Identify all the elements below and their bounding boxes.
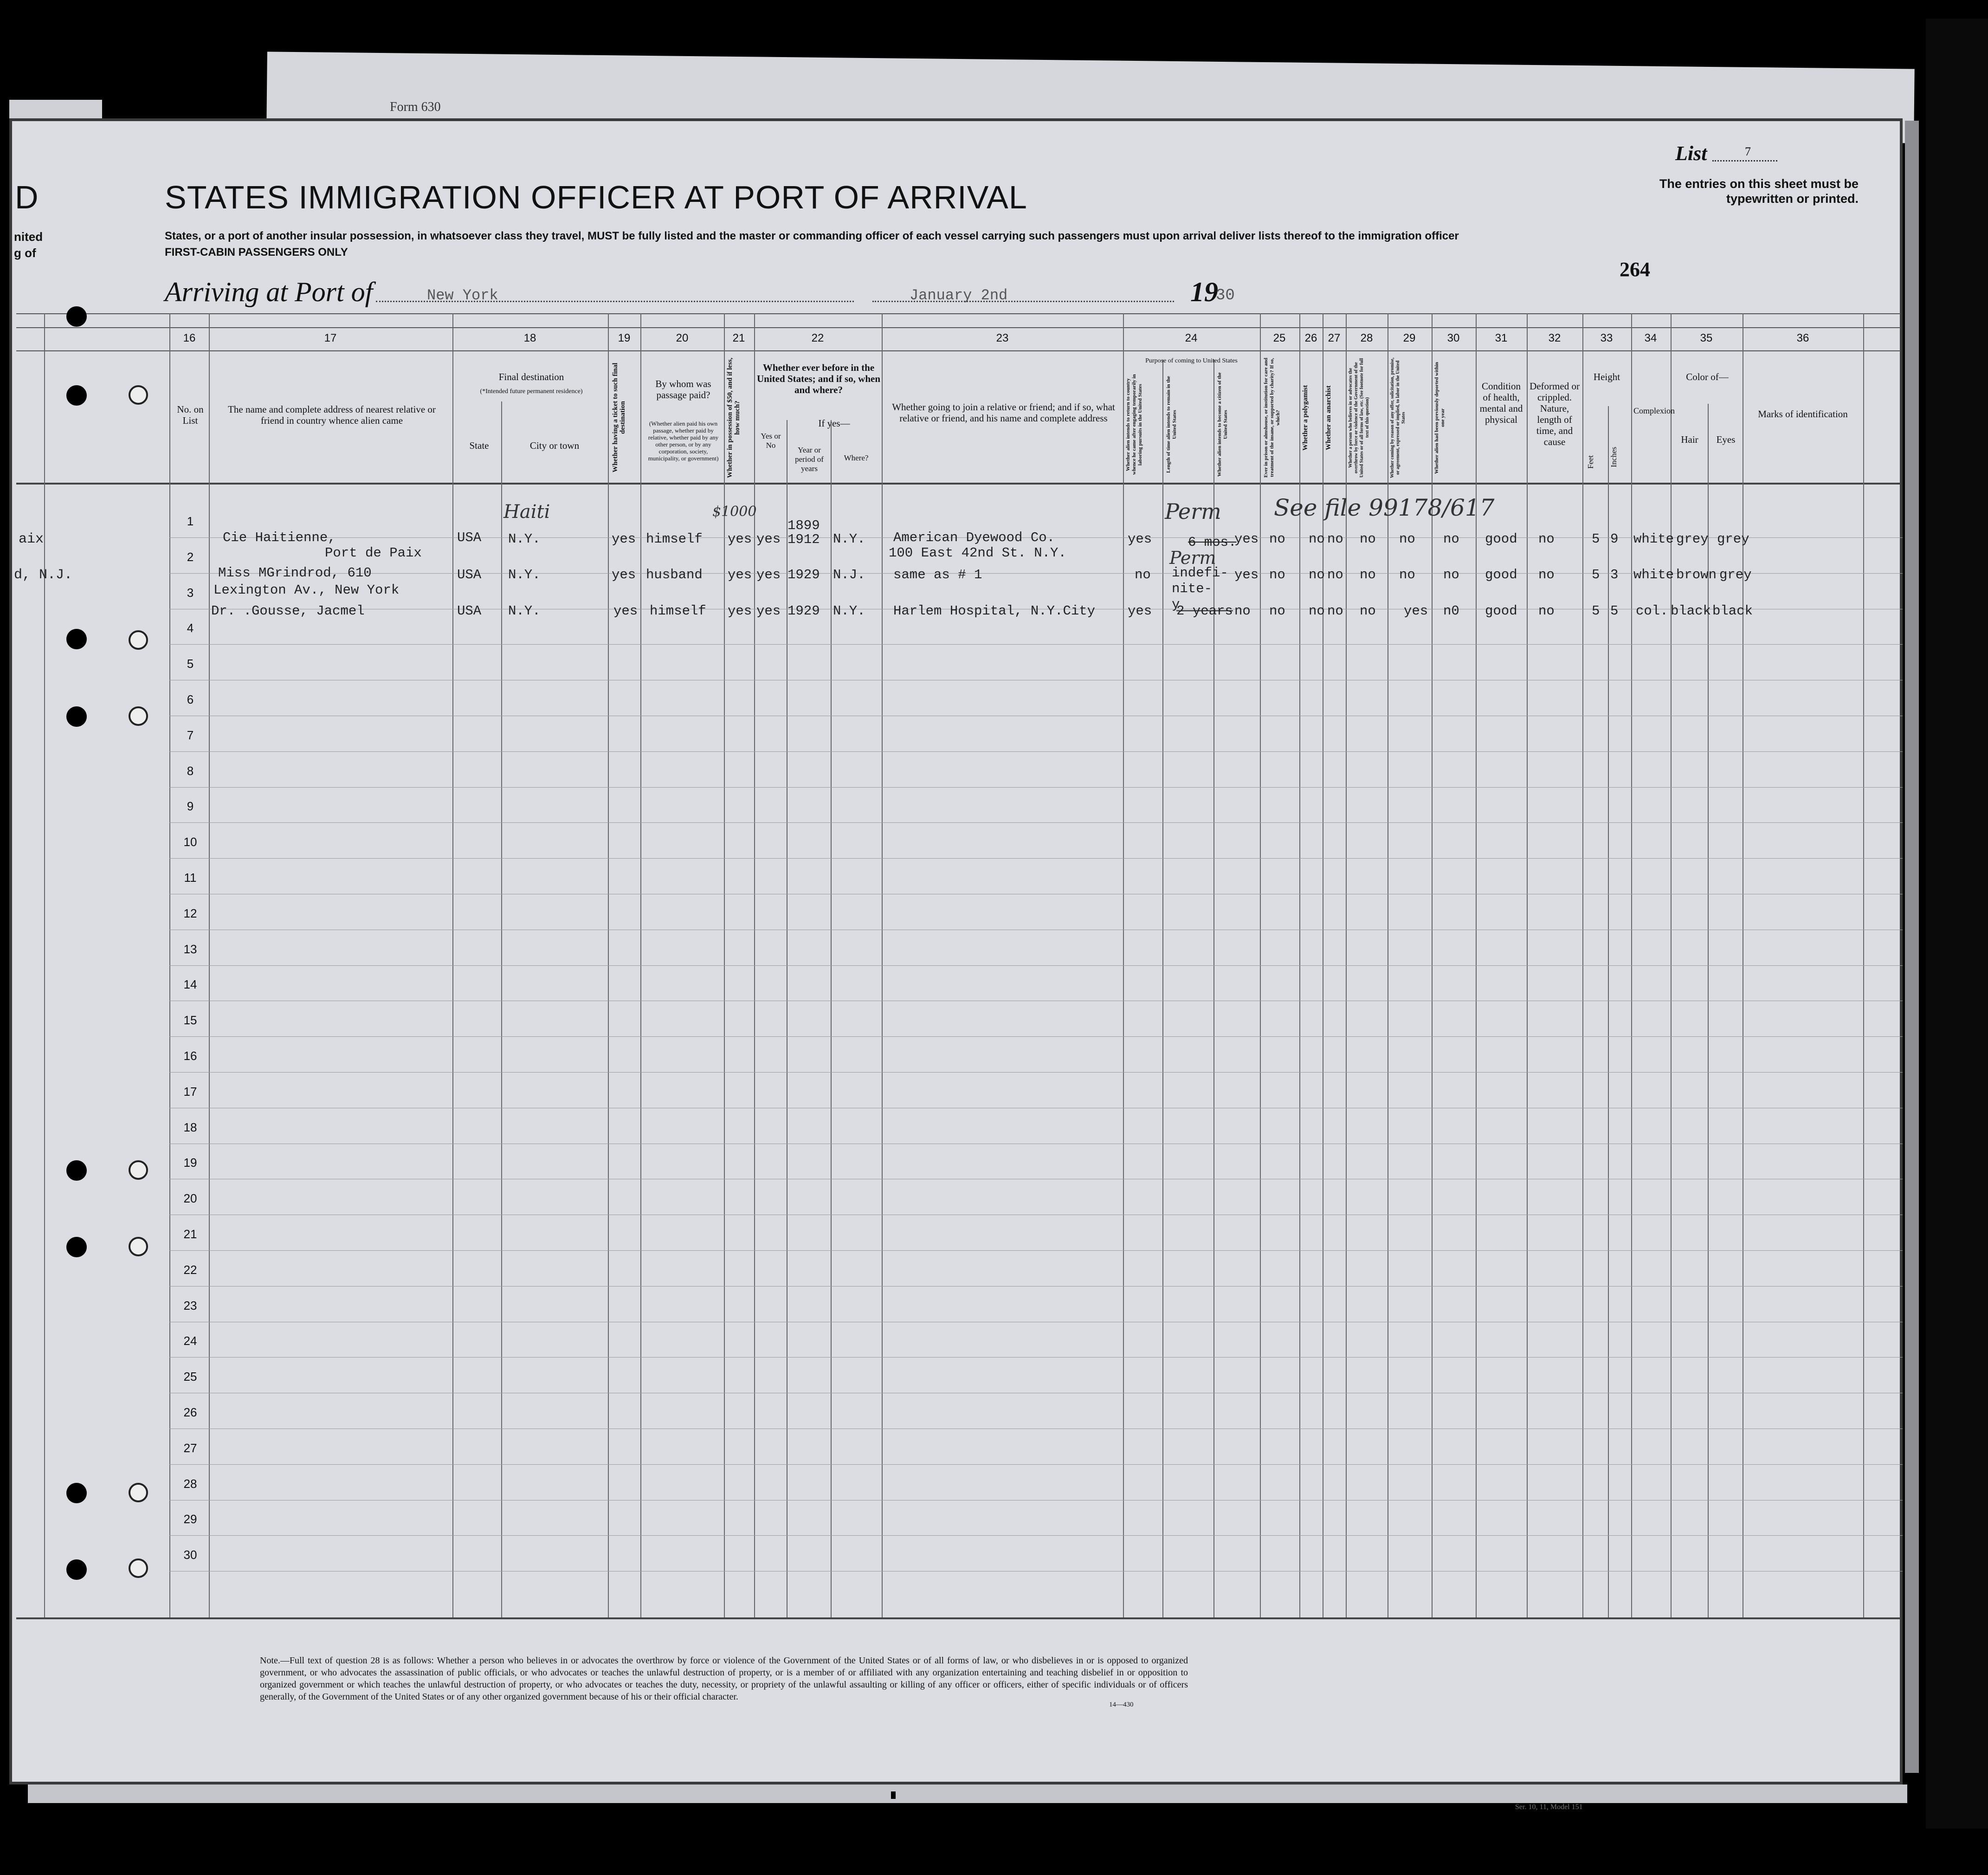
header-inches: Inches (1609, 446, 1618, 468)
punch-hole (66, 1559, 87, 1580)
row1-ticket: yes (612, 531, 636, 547)
col-number: 16 (183, 332, 196, 344)
row-rule (169, 1286, 1903, 1287)
col-number: 36 (1796, 332, 1809, 344)
row-rule (169, 1357, 1903, 1358)
row2-relative: Miss MGrindrod, 610 (218, 565, 372, 581)
col-number: 20 (676, 332, 689, 344)
row2-polygamist: no (1309, 567, 1325, 582)
row-rule (169, 787, 1903, 788)
row2-state: USA (457, 567, 482, 582)
row-number: 5 (187, 657, 194, 671)
page-bottom-strip (28, 1784, 1907, 1803)
row2-join: same as # 1 (893, 567, 982, 582)
header-hair: Hair (1681, 434, 1698, 445)
row-number: 1 (187, 514, 194, 528)
row2-eyes: grey (1719, 567, 1752, 582)
row1-year: 1899 1912 (787, 518, 820, 547)
header-money: Whether in possession of $50, and if less, how much? (726, 357, 741, 478)
row3-join: Harlem Hospital, N.Y.City (893, 603, 1096, 619)
row1-relative-line2: Port de Paix (325, 545, 422, 561)
row-number: 6 (187, 692, 194, 706)
header-state: State (469, 440, 489, 451)
row3-state: USA (457, 603, 482, 619)
footnote-code: 14—430 (1109, 1701, 1134, 1708)
header-purpose-return: Whether alien intends to return to country whence he came after engaging temporarily in laboring pursuits in the United States (1125, 374, 1143, 475)
year-prefix: 19 (1190, 277, 1218, 307)
header-purpose-citizen: Whether alien intends to become a citizen of the United States (1217, 372, 1228, 477)
header-by-whom-note: (Whether alien paid his own passage, whether paid by relative, whether paid by any other person, or by any corporation, society, municipality, or government) (648, 420, 719, 462)
row3-q28: no (1360, 603, 1376, 619)
header-prison: Ever in prison or almshouse, or institution for care and treatment of the insane, or supported by charity? If so, which? (1263, 357, 1281, 478)
ink-mark (891, 1791, 896, 1799)
row-rule (169, 1535, 1903, 1536)
col-number: 33 (1600, 332, 1613, 344)
row2-inches: 3 (1610, 567, 1619, 582)
left-fragment: nited (14, 230, 43, 244)
punch-hole (66, 706, 87, 727)
row1-return: yes (1128, 531, 1152, 547)
header-complexion: Complexion (1633, 406, 1675, 415)
row1-relative: Cie Haitienne, (223, 530, 336, 545)
row2-return: no (1135, 567, 1151, 582)
punch-hole-ring (129, 385, 148, 405)
col-number: 29 (1403, 332, 1416, 344)
list-label: List (1675, 142, 1707, 165)
rule (16, 1617, 1900, 1619)
header-ticket: Whether having a ticket to such final destination (612, 362, 626, 473)
col-number: 35 (1700, 332, 1713, 344)
row1-where: N.Y. (833, 531, 865, 547)
row-number: 4 (187, 621, 194, 635)
row3-complexion: col. (1636, 603, 1668, 619)
col-number: 27 (1328, 332, 1341, 344)
page-title: STATES IMMIGRATION OFFICER AT PORT OF ARRIVAL (165, 179, 1027, 215)
row2-complexion: white (1633, 567, 1674, 582)
row1-hair: grey (1676, 531, 1709, 547)
row-number: 7 (187, 728, 194, 742)
row2-relative-line2: Lexington Av., New York (213, 582, 400, 598)
page-edge-strip (1905, 121, 1919, 1773)
row-number: 24 (183, 1334, 197, 1348)
passenger-class: FIRST-CABIN PASSENGERS ONLY (165, 246, 348, 259)
punch-hole (66, 1483, 87, 1503)
row-rule (169, 751, 1903, 752)
row-number: 30 (183, 1548, 197, 1562)
manifest-page (9, 118, 1903, 1784)
row3-q30: n0 (1443, 603, 1459, 619)
bottom-code: Ser. 10, 11, Model 151 (1515, 1803, 1583, 1811)
row2-citizen: yes (1234, 567, 1259, 582)
left-fragment: g of (14, 246, 36, 260)
row-number: 22 (183, 1262, 197, 1277)
rule (16, 313, 1900, 314)
row1-length: 6 mos. (1188, 535, 1237, 550)
row-number: 26 (183, 1405, 197, 1419)
header-final-destination-note: (*Intended future permanent residence) (480, 388, 583, 395)
col-line (501, 401, 502, 1617)
row-number: 12 (183, 906, 197, 920)
rule (16, 327, 1900, 328)
header-eyes: Eyes (1716, 434, 1736, 445)
row3-year: 1929 (787, 603, 820, 619)
row3-prison: no (1269, 603, 1285, 619)
row1-city: N.Y. (508, 531, 541, 547)
arriving-label: Arriving at Port of (165, 277, 373, 307)
col-line (831, 420, 832, 1617)
row1-eyes: grey (1717, 531, 1749, 547)
col-line (1708, 404, 1709, 1617)
row-number: 17 (183, 1084, 197, 1099)
row1-q29: no (1399, 531, 1415, 547)
col-number: 21 (732, 332, 745, 344)
row-rule (169, 1072, 1903, 1073)
row3-polygamist: no (1309, 603, 1325, 619)
row2-city: N.Y. (508, 567, 541, 582)
header-before-in-us: Whether ever before in the United States; and if so, when and where? (756, 362, 881, 395)
row1-join-line2: 100 East 42nd St. N.Y. (889, 545, 1066, 561)
punch-hole-ring (129, 1237, 148, 1256)
row3-citizen: no (1234, 603, 1251, 619)
row2-where: N.J. (833, 567, 865, 582)
row1-health: good (1485, 531, 1517, 547)
row3-length: 2 years (1176, 603, 1233, 619)
row-number: 3 (187, 585, 194, 600)
row1-q30: no (1443, 531, 1459, 547)
header-health: Condition of health, mental and physical (1479, 381, 1523, 425)
header-final-destination: Final destination (498, 371, 564, 382)
subtitle: States, or a port of another insular possession, in whatsoever class they travel, MUST be fully listed and the master or commanding officer of each vessel carrying such passengers must upon arrival deliver lists thereof to the immigration officer (165, 230, 1459, 242)
title-fragment: D (15, 179, 39, 215)
col-number: 19 (618, 332, 631, 344)
row2-money: yes (728, 567, 752, 582)
row3-eyes: black (1712, 603, 1753, 619)
row-number: 19 (183, 1156, 197, 1170)
row-number: 13 (183, 942, 197, 956)
header-purpose: Purpose of coming to United States (1145, 357, 1238, 364)
row3-inches: 5 (1610, 603, 1619, 619)
row1-q28: no (1360, 531, 1376, 547)
row1-before: yes (756, 531, 781, 547)
col-number: 22 (811, 332, 824, 344)
row-rule (169, 858, 1903, 859)
punch-hole-ring (129, 706, 148, 726)
row1-feet: 5 (1592, 531, 1600, 547)
row-number: 29 (183, 1512, 197, 1526)
row1-deformed: no (1538, 531, 1555, 547)
row3-health: good (1485, 603, 1517, 619)
row-number: 18 (183, 1120, 197, 1134)
row-rule (169, 822, 1903, 823)
col-number: 28 (1360, 332, 1373, 344)
row1-left-fragment: aix (19, 531, 44, 547)
row2-paid-by: husband (646, 567, 703, 582)
handwriting-money: $1000 (712, 504, 757, 520)
typewritten-note: The entries on this sheet must be typewritten or printed. (1659, 177, 1859, 206)
row3-money: yes (728, 603, 752, 619)
row1-paid-by: himself (646, 531, 703, 547)
handwriting-destination: Haiti (503, 501, 550, 523)
header-feet: Feet (1586, 455, 1595, 469)
header-q30: Whether alien had been previously deported within one year (1434, 362, 1446, 474)
row3-where: N.Y. (833, 603, 865, 619)
row-number: 14 (183, 977, 197, 992)
punch-hole (66, 1160, 87, 1181)
header-polygamist: Whether a polygamist (1302, 385, 1309, 451)
row2-hair: brown (1676, 567, 1717, 582)
header-nearest-relative: The name and complete address of nearest relative or friend in country whence alien came (228, 404, 436, 426)
row-number: 16 (183, 1049, 197, 1063)
row3-hair: black (1671, 603, 1711, 619)
row2-anarchist: no (1327, 567, 1343, 582)
handwriting-file-ref: See file 99178/617 (1274, 494, 1495, 521)
date-value: January 2nd (910, 287, 1008, 304)
header-city: City or town (529, 440, 580, 451)
row2-q30: no (1443, 567, 1459, 582)
handwriting-perm: Perm (1165, 499, 1221, 524)
page-number: 264 (1620, 258, 1650, 281)
punch-hole-ring (129, 1483, 148, 1502)
row2-ticket: yes (612, 567, 636, 582)
col-number: 18 (523, 332, 536, 344)
row-number: 10 (183, 835, 197, 849)
row3-q29: yes (1404, 603, 1428, 619)
row-rule (169, 644, 1903, 645)
row2-feet: 5 (1592, 567, 1600, 582)
row-number: 27 (183, 1441, 197, 1455)
header-color-of: Color of— (1686, 371, 1729, 382)
row-rule (169, 1464, 1903, 1465)
header-where: Where? (844, 453, 869, 462)
col-line (44, 313, 45, 1617)
header-by-whom: By whom was passage paid? (655, 378, 711, 401)
rule (16, 483, 1900, 485)
row-number: 23 (183, 1298, 197, 1312)
header-if-yes: If yes— (818, 418, 850, 429)
row1-citizen: yes (1234, 531, 1259, 547)
punch-hole-ring (129, 630, 148, 650)
header-q29: Whether coming by reason of any offer, solicitation, promise, or agreement, expressed or implied, to labor in the United States (1390, 357, 1406, 478)
row2-left-fragment: d, N.J. (14, 567, 73, 583)
row-number: 25 (183, 1370, 197, 1384)
row3-return: yes (1128, 603, 1152, 619)
scan-background-edge (1926, 19, 1988, 1829)
row1-anarchist: no (1327, 531, 1343, 547)
row1-prison: no (1269, 531, 1285, 547)
punch-hole (66, 385, 87, 406)
row-number: 9 (187, 799, 194, 814)
row-number: 8 (187, 763, 194, 778)
col-number: 32 (1548, 332, 1561, 344)
punch-hole-ring (129, 1160, 148, 1180)
punch-hole (66, 1237, 87, 1257)
row3-anarchist: no (1327, 603, 1343, 619)
header-purpose-length: Length of time alien intends to remain in the United States (1166, 376, 1177, 473)
header-deformed: Deformed or crippled. Nature, length of time, and cause (1530, 381, 1580, 447)
form-number: Form 630 (390, 100, 441, 114)
list-value: 7 (1745, 145, 1751, 158)
col-line (1608, 406, 1609, 1617)
row2-health: good (1485, 567, 1517, 582)
row2-length: indefi- nite-y (1172, 565, 1228, 612)
port-value: New York (427, 287, 498, 304)
list-underline (1712, 160, 1777, 162)
row2-q28: no (1360, 567, 1376, 582)
col-number: 30 (1447, 332, 1460, 344)
row3-before: yes (756, 603, 781, 619)
footnote-q28: Note.—Full text of question 28 is as follows: Whether a person who believes in or advocates the overthrow by force or violence of the Government of the United States or of all forms of law, or who disbelieves in or is opposed to organized government, or who advocates the assassination of public officials, or who advocates or teaches the unlawful destruction of property, or is a member of or affiliated with any organization entertaining and teaching disbelief in or opposition to organized government or which teaches the unlawful destruction of property, or who advocates or teaches the duty, necessity, or propriety of the unlawful assaulting or killing of any officer or officers, either of specific individuals or of officers generally, of the Government of the United States or of any other organized government because of his or their official character. (260, 1655, 1188, 1702)
handwriting-perm-2: Perm (1169, 548, 1216, 568)
row2-year: 1929 (787, 567, 820, 582)
header-join-relative: Whether going to join a relative or friend; and if so, what relative or friend, and his name and complete address (892, 401, 1115, 424)
punch-hole (66, 629, 87, 649)
col-number: 26 (1304, 332, 1317, 344)
row-number: 11 (184, 871, 197, 885)
punch-hole (66, 306, 87, 327)
row3-city: N.Y. (508, 603, 541, 619)
row1-inches: 9 (1610, 531, 1619, 547)
row-number: 2 (187, 550, 194, 564)
year-suffix: 30 (1216, 287, 1235, 304)
row1-polygamist: no (1309, 531, 1325, 547)
row3-relative: Dr. .Gousse, Jacmel (211, 603, 365, 619)
header-no-on-list: No. on List (177, 404, 204, 426)
col-number: 23 (996, 332, 1009, 344)
row-number: 28 (183, 1476, 197, 1491)
col-number: 34 (1644, 332, 1657, 344)
header-marks: Marks of identification (1758, 408, 1848, 420)
col-number: 31 (1495, 332, 1508, 344)
header-yes-no: Yes or No (761, 432, 781, 450)
punch-hole-ring (129, 1558, 148, 1578)
row-rule (169, 1036, 1903, 1037)
col-number: 17 (324, 332, 337, 344)
header-q28: Whether a person who believes in or advocates the overthrow by force or violence of the Government of the United States or of all forms of law, etc. (See footnote for full text of this question) (1348, 358, 1370, 478)
header-year: Year or period of years (795, 446, 824, 473)
row1-money: yes (728, 531, 752, 547)
row3-deformed: no (1538, 603, 1555, 619)
row1-join: American Dyewood Co. (893, 530, 1055, 545)
row2-q29: no (1399, 567, 1415, 582)
header-height: Height (1593, 371, 1620, 382)
row3-ticket: yes (613, 603, 638, 619)
header-anarchist: Whether an anarchist (1325, 385, 1332, 450)
row1-complexion: white (1633, 531, 1674, 547)
row-number: 15 (183, 1013, 197, 1028)
row-number: 20 (183, 1191, 197, 1206)
col-number: 24 (1185, 332, 1198, 344)
row2-before: yes (756, 567, 781, 582)
col-number: 25 (1273, 332, 1286, 344)
rule (16, 350, 1900, 351)
row-rule (169, 1250, 1903, 1251)
row3-paid-by: himself (650, 603, 706, 619)
row2-deformed: no (1538, 567, 1555, 582)
row3-feet: 5 (1592, 603, 1600, 619)
row-number: 21 (183, 1227, 197, 1241)
row2-prison: no (1269, 567, 1285, 582)
row1-state: USA (457, 530, 482, 545)
row-rule (169, 965, 1903, 966)
